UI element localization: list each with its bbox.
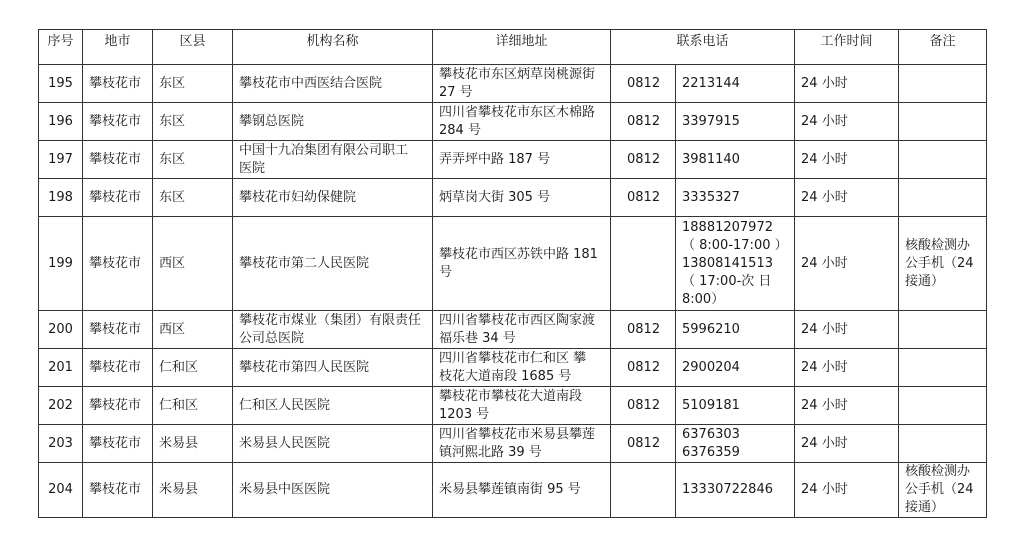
table-row (39, 425, 987, 463)
cell-address: 四川省攀枝花市西区陶家渡 福乐巷 34 号 (433, 311, 611, 349)
cell-city: 攀枝花市 (83, 103, 153, 141)
cell-area-code: 0812 (611, 311, 676, 349)
cell-district: 东区 (153, 65, 233, 103)
cell-note (899, 425, 987, 463)
cell-address: 攀枝花市攀枝花大道南段 1203 号 (433, 387, 611, 425)
table-row (39, 65, 987, 103)
cell-no: 204 (39, 463, 83, 518)
cell-hours: 24 小时 (795, 103, 899, 141)
cell-phone: 3981140 (676, 141, 795, 179)
cell-city: 攀枝花市 (83, 217, 153, 311)
cell-address: 弄弄坪中路 187 号 (433, 141, 611, 179)
cell-phone: 5996210 (676, 311, 795, 349)
cell-hours: 24 小时 (795, 311, 899, 349)
cell-note (899, 349, 987, 387)
cell-district: 东区 (153, 141, 233, 179)
cell-district: 仁和区 (153, 387, 233, 425)
cell-city: 攀枝花市 (83, 463, 153, 518)
cell-area-code: 0812 (611, 425, 676, 463)
table-row (39, 141, 987, 179)
cell-city: 攀枝花市 (83, 387, 153, 425)
cell-note (899, 65, 987, 103)
cell-no: 198 (39, 179, 83, 217)
cell-address: 四川省攀枝花市东区木棉路 284 号 (433, 103, 611, 141)
cell-phone: 3335327 (676, 179, 795, 217)
cell-city: 攀枝花市 (83, 65, 153, 103)
table-row (39, 217, 987, 311)
cell-name: 攀枝花市第四人民医院 (233, 349, 433, 387)
cell-name: 米易县人民医院 (233, 425, 433, 463)
cell-area-code: 0812 (611, 65, 676, 103)
cell-note (899, 179, 987, 217)
cell-hours: 24 小时 (795, 349, 899, 387)
cell-no: 196 (39, 103, 83, 141)
cell-district: 东区 (153, 179, 233, 217)
header-row (39, 30, 987, 65)
cell-city: 攀枝花市 (83, 425, 153, 463)
cell-hours: 24 小时 (795, 463, 899, 518)
cell-note: 核酸检测办 公手机（24 接通） (899, 463, 987, 518)
cell-hours: 24 小时 (795, 387, 899, 425)
cell-city: 攀枝花市 (83, 179, 153, 217)
cell-address: 炳草岗大街 305 号 (433, 179, 611, 217)
cell-no: 201 (39, 349, 83, 387)
cell-hours: 24 小时 (795, 425, 899, 463)
cell-address: 四川省攀枝花市仁和区 攀 枝花大道南段 1685 号 (433, 349, 611, 387)
header-district: 区县 (153, 30, 233, 65)
cell-name: 米易县中医医院 (233, 463, 433, 518)
cell-note: 核酸检测办 公手机（24 接通） (899, 217, 987, 311)
cell-note (899, 141, 987, 179)
cell-no: 197 (39, 141, 83, 179)
cell-district: 米易县 (153, 425, 233, 463)
table-row (39, 311, 987, 349)
cell-no: 200 (39, 311, 83, 349)
cell-area-code: 0812 (611, 349, 676, 387)
cell-hours: 24 小时 (795, 179, 899, 217)
cell-phone: 6376303 6376359 (676, 425, 795, 463)
cell-phone: 2213144 (676, 65, 795, 103)
cell-hours: 24 小时 (795, 141, 899, 179)
cell-no: 195 (39, 65, 83, 103)
cell-no: 203 (39, 425, 83, 463)
cell-hours: 24 小时 (795, 65, 899, 103)
table-row (39, 387, 987, 425)
cell-area-code: 0812 (611, 103, 676, 141)
cell-name: 中国十九冶集团有限公司职工 医院 (233, 141, 433, 179)
table-row (39, 463, 987, 518)
hospital-table (38, 29, 987, 518)
cell-area-code (611, 463, 676, 518)
header-address: 详细地址 (433, 30, 611, 65)
cell-name: 攀钢总医院 (233, 103, 433, 141)
cell-phone: 13330722846 (676, 463, 795, 518)
cell-note (899, 311, 987, 349)
cell-area-code: 0812 (611, 179, 676, 217)
header-name: 机构名称 (233, 30, 433, 65)
cell-district: 西区 (153, 311, 233, 349)
cell-address: 攀枝花市西区苏铁中路 181 号 (433, 217, 611, 311)
cell-city: 攀枝花市 (83, 349, 153, 387)
cell-name: 仁和区人民医院 (233, 387, 433, 425)
cell-district: 仁和区 (153, 349, 233, 387)
cell-name: 攀枝花市煤业（集团）有限责任 公司总医院 (233, 311, 433, 349)
cell-district: 米易县 (153, 463, 233, 518)
cell-no: 199 (39, 217, 83, 311)
cell-city: 攀枝花市 (83, 141, 153, 179)
cell-hours: 24 小时 (795, 217, 899, 311)
table-row (39, 179, 987, 217)
header-city: 地市 (83, 30, 153, 65)
cell-no: 202 (39, 387, 83, 425)
table-row (39, 103, 987, 141)
cell-phone: 2900204 (676, 349, 795, 387)
cell-name: 攀枝花市第二人民医院 (233, 217, 433, 311)
header-note: 备注 (899, 30, 987, 65)
header-hours: 工作时间 (795, 30, 899, 65)
cell-note (899, 103, 987, 141)
table-row (39, 349, 987, 387)
cell-area-code (611, 217, 676, 311)
cell-note (899, 387, 987, 425)
header-phone: 联系电话 (611, 30, 795, 65)
cell-address: 攀枝花市东区炳草岗桃源街 27 号 (433, 65, 611, 103)
cell-name: 攀枝花市妇幼保健院 (233, 179, 433, 217)
cell-address: 四川省攀枝花市米易县攀莲 镇河熙北路 39 号 (433, 425, 611, 463)
cell-name: 攀枝花市中西医结合医院 (233, 65, 433, 103)
cell-area-code: 0812 (611, 387, 676, 425)
cell-address: 米易县攀莲镇南街 95 号 (433, 463, 611, 518)
cell-city: 攀枝花市 (83, 311, 153, 349)
cell-phone: 18881207972 （ 8:00-17:00 ） 13808141513 （ 17:00-次 日 8:00） (676, 217, 795, 311)
cell-area-code: 0812 (611, 141, 676, 179)
cell-district: 东区 (153, 103, 233, 141)
cell-district: 西区 (153, 217, 233, 311)
header-no: 序号 (39, 30, 83, 65)
cell-phone: 5109181 (676, 387, 795, 425)
cell-phone: 3397915 (676, 103, 795, 141)
